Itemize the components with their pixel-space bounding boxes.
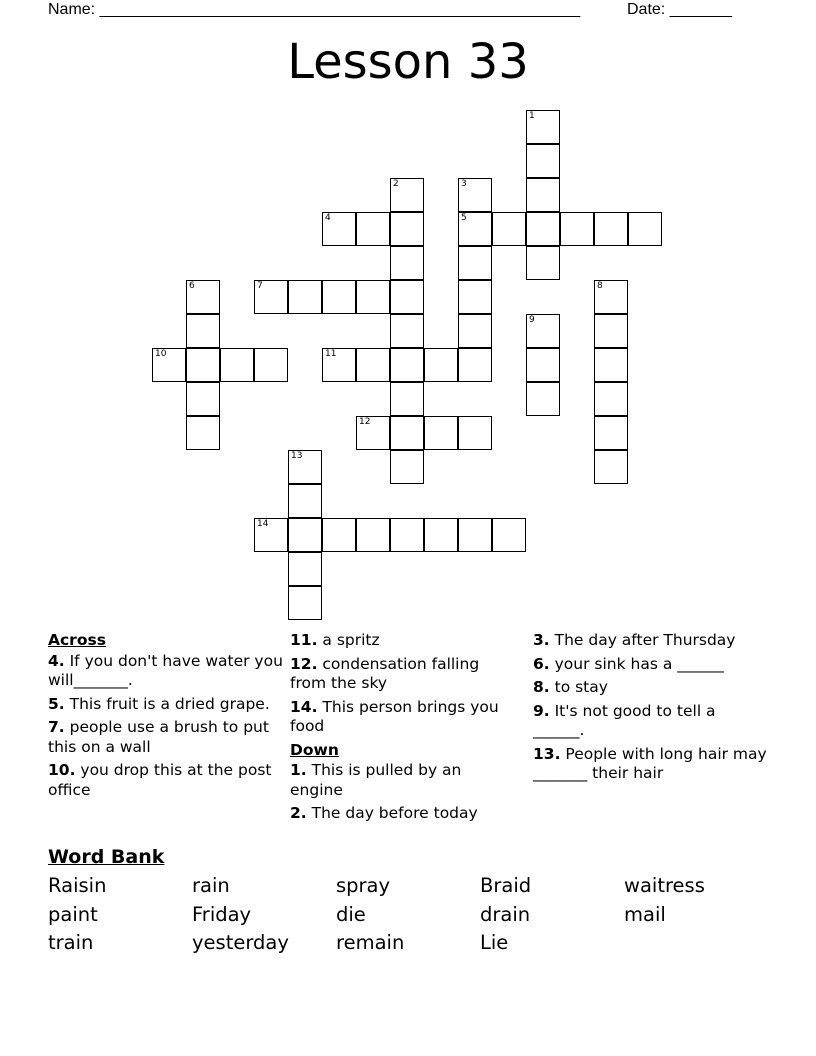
clue-across-11: 11. a spritz [290,631,380,649]
grid-cell[interactable] [526,212,560,246]
grid-cell[interactable] [288,280,322,314]
clue-across-4: 4. If you don't have water you will_______. [48,651,283,689]
grid-cell[interactable] [186,416,220,450]
grid-cell[interactable] [560,212,594,246]
cell-number: 3 [461,179,467,189]
grid-cell[interactable] [594,450,628,484]
clue-down-6: 6. your sink has a ______ [533,654,724,673]
word-bank-item: Lie [480,931,509,954]
grid-cell[interactable] [186,280,220,314]
name-field[interactable]: Name: ______________________________________________________ [48,1,581,18]
grid-cell[interactable] [254,280,288,314]
grid-cell[interactable] [526,110,560,144]
word-bank-item: remain [336,931,405,954]
cell-number: 6 [189,281,195,291]
grid-cell[interactable] [458,280,492,314]
grid-cell[interactable] [322,280,356,314]
grid-cell[interactable] [390,450,424,484]
date-field[interactable]: Date: _______ [627,1,732,18]
grid-cell[interactable] [594,212,628,246]
word-bank-item: yesterday [192,931,289,954]
grid-cell[interactable] [186,314,220,348]
grid-cell[interactable] [356,212,390,246]
grid-cell[interactable] [390,246,424,280]
grid-cell[interactable] [390,280,424,314]
clue-across-14: 14. This person brings you food [290,697,499,735]
clue-across-5: 5. This fruit is a dried grape. [48,694,270,713]
grid-cell[interactable] [356,518,390,552]
grid-cell[interactable] [526,246,560,280]
grid-cell[interactable] [152,348,186,382]
word-bank-item: waitress [624,874,705,897]
cell-number: 2 [393,179,399,189]
grid-cell[interactable] [254,348,288,382]
clue-across-10: 10. you drop this at the post office [48,761,272,799]
grid-cell[interactable] [390,382,424,416]
across-heading: Across [48,631,106,649]
word-bank-item: spray [336,874,391,897]
grid-cell[interactable] [424,518,458,552]
grid-cell[interactable] [594,382,628,416]
cell-number: 8 [597,281,603,291]
clue-down-1: 1. This is pulled by an engine [290,761,462,799]
grid-cell[interactable] [254,518,288,552]
word-bank-item: drain [480,902,531,926]
grid-cell[interactable] [424,416,458,450]
clue-down-2: 2. The day before today [290,804,478,822]
grid-cell[interactable] [594,348,628,382]
page-title: Lesson 33 [287,34,529,90]
clue-down-3: 3. The day after Thursday [533,631,736,649]
grid-cell[interactable] [458,518,492,552]
cell-number: 11 [325,349,337,359]
grid-cell[interactable] [356,416,390,450]
grid-cell[interactable] [186,348,220,382]
grid-cell[interactable] [458,246,492,280]
cell-number: 10 [155,349,167,359]
cell-number: 7 [257,281,263,291]
cell-number: 12 [359,417,371,427]
word-bank-title: Word Bank [48,846,165,868]
grid-cell[interactable] [526,314,560,348]
word-bank-item: mail [624,902,666,926]
clue-down-8: 8. to stay [533,678,608,696]
clue-down-13: 13. People with long hair may _______ their hair [533,744,767,782]
grid-cell[interactable] [594,280,628,314]
grid-cell[interactable] [356,348,390,382]
grid-cell[interactable] [390,178,424,212]
clue-across-7: 7. people use a brush to put this on a wall [48,718,269,756]
grid-cell[interactable] [322,518,356,552]
down-heading: Down [290,740,339,759]
grid-cell[interactable] [220,348,254,382]
cell-number: 1 [529,111,535,121]
cell-number: 13 [291,451,303,461]
grid-cell[interactable] [594,314,628,348]
clues-column-2 [290,631,515,828]
grid-cell[interactable] [526,348,560,382]
cell-number: 4 [325,213,331,223]
grid-cell[interactable] [458,416,492,450]
cell-number: 9 [529,315,535,325]
grid-cell[interactable] [424,348,458,382]
clues-column-1 [48,631,283,804]
grid-cell[interactable] [628,212,662,246]
word-bank-item: rain [192,874,230,897]
grid-cell[interactable] [526,178,560,212]
grid-cell[interactable] [186,382,220,416]
grid-cell[interactable] [390,518,424,552]
grid-cell[interactable] [458,314,492,348]
grid-cell[interactable] [390,314,424,348]
grid-cell[interactable] [526,144,560,178]
word-bank-item: train [48,931,94,954]
grid-cell[interactable] [492,518,526,552]
grid-cell[interactable] [288,450,322,484]
grid-cell[interactable] [458,212,492,246]
grid-cell[interactable] [526,382,560,416]
word-bank-item: Braid [480,874,532,897]
grid-cell[interactable] [492,212,526,246]
clues-column-3 [533,631,768,788]
cell-number: 5 [461,213,467,223]
grid-cell[interactable] [288,518,322,552]
word-bank-item: Raisin [48,874,107,897]
grid-cell[interactable] [390,348,424,382]
grid-cell[interactable] [594,416,628,450]
grid-cell[interactable] [390,416,424,450]
grid-cell[interactable] [288,484,322,518]
clue-across-12: 12. condensation falling from the sky [290,654,480,692]
grid-cell[interactable] [288,586,322,620]
grid-cell[interactable] [390,212,424,246]
word-bank-item: paint [48,902,98,926]
word-bank-item: Friday [192,902,252,926]
grid-cell[interactable] [322,212,356,246]
grid-cell[interactable] [322,348,356,382]
grid-cell[interactable] [458,348,492,382]
clue-down-9: 9. It's not good to tell a ______. [533,701,716,739]
grid-cell[interactable] [356,280,390,314]
cell-number: 14 [257,519,269,529]
grid-cell[interactable] [458,178,492,212]
word-bank-item: die [336,902,366,926]
grid-cell[interactable] [288,552,322,586]
